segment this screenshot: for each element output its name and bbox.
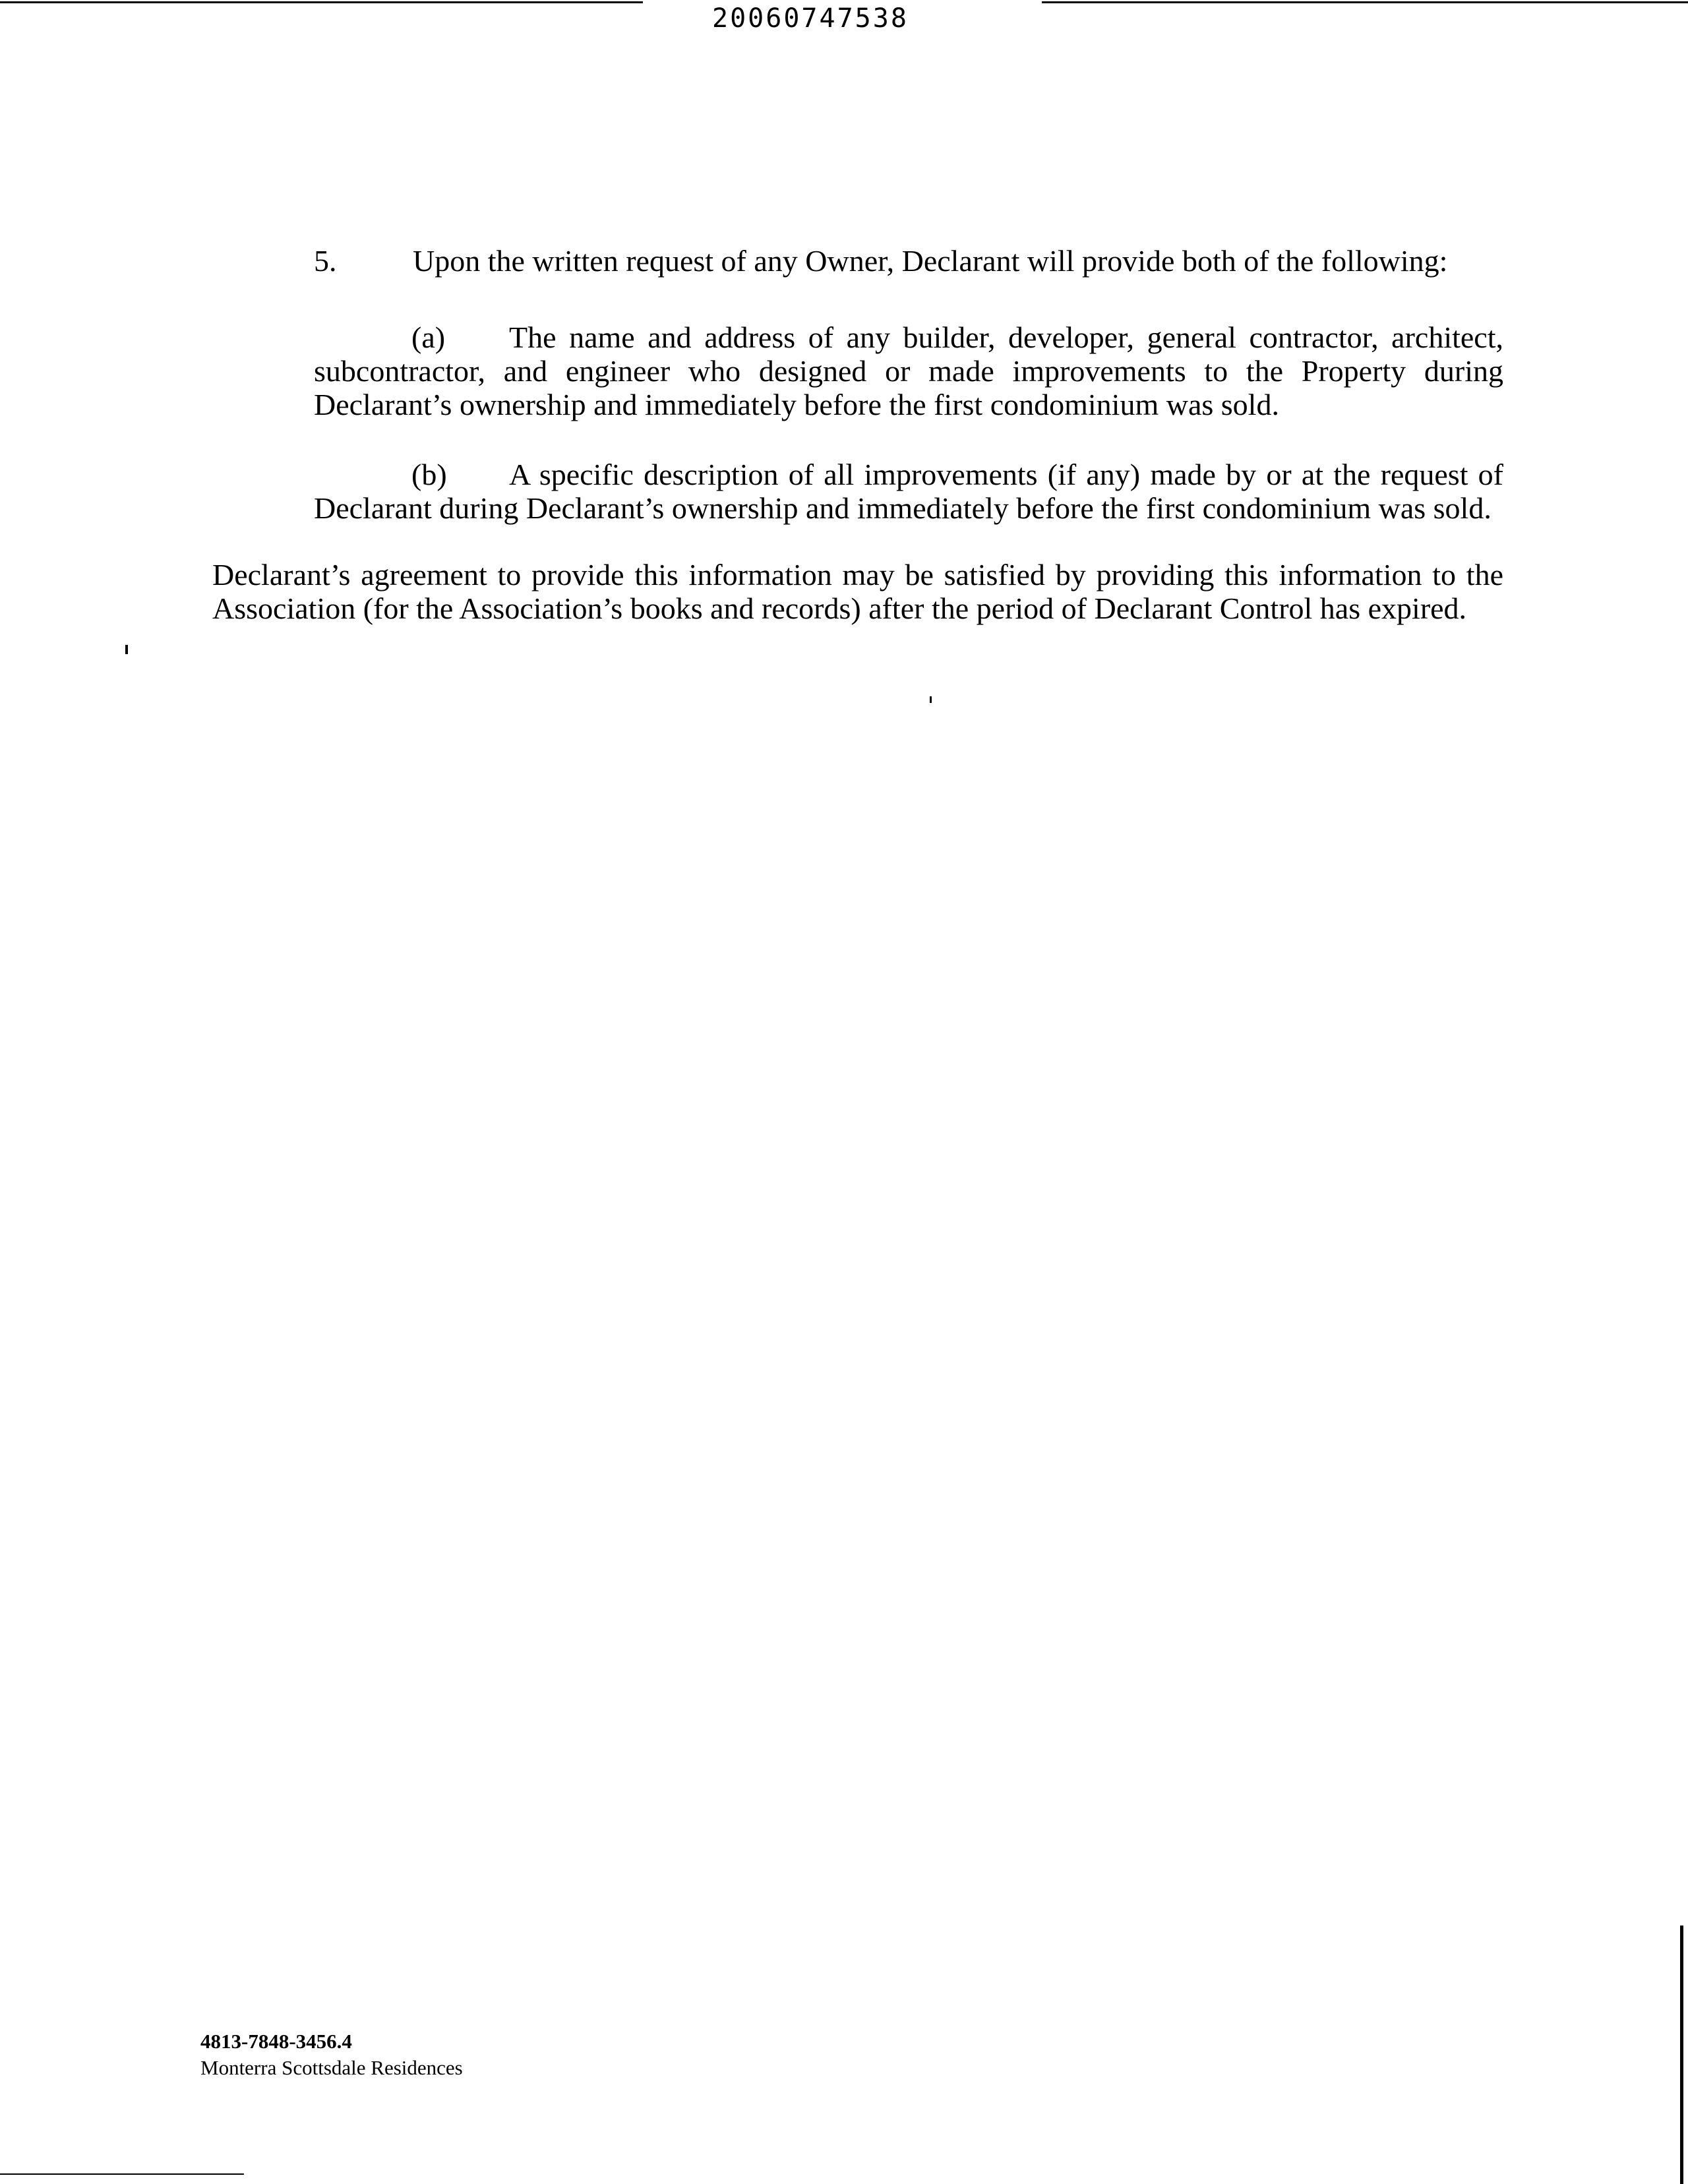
bottom-border-line — [0, 2173, 244, 2175]
sub-item-a-text: The name and address of any builder, developer, general contractor, architect, subcontractor, and engineer who designed or made improvements to the Property during Declarant’s ownership and immediately before the first condominium was sold. — [314, 320, 1503, 421]
sub-item-a — [314, 320, 1503, 421]
sub-item-a-label: (a) — [411, 320, 446, 354]
sub-item-b-text: A specific description of all improvements (if any) made by or at the request of Declarant during Declarant’s ownership and immediately before the first condominium was sold. — [314, 458, 1503, 525]
sub-item-b — [314, 458, 1503, 525]
section-number: 5. — [314, 244, 337, 278]
section-5-text: Upon the written request of any Owner, Declarant will provide both of the following: — [413, 244, 1448, 278]
document-id: 4813-7848-3456.4 — [200, 2030, 352, 2053]
right-edge-scan-line — [1680, 1926, 1683, 2184]
top-border-line-right — [1042, 1, 1688, 3]
project-name: Monterra Scottsdale Residences — [200, 2056, 463, 2079]
top-border-line-left — [0, 1, 643, 3]
scan-speck — [930, 696, 932, 703]
section-5-paragraph — [314, 244, 1514, 278]
recording-number: 20060747538 — [712, 3, 909, 34]
scan-speck — [125, 645, 128, 654]
closing-paragraph: Declarant’s agreement to provide this information may be satisfied by providing this information to the Association (for the Association’s books and records) after the period of Declarant Control has expired. — [212, 558, 1503, 625]
sub-item-b-label: (b) — [411, 458, 447, 491]
page-footer — [200, 2028, 463, 2081]
